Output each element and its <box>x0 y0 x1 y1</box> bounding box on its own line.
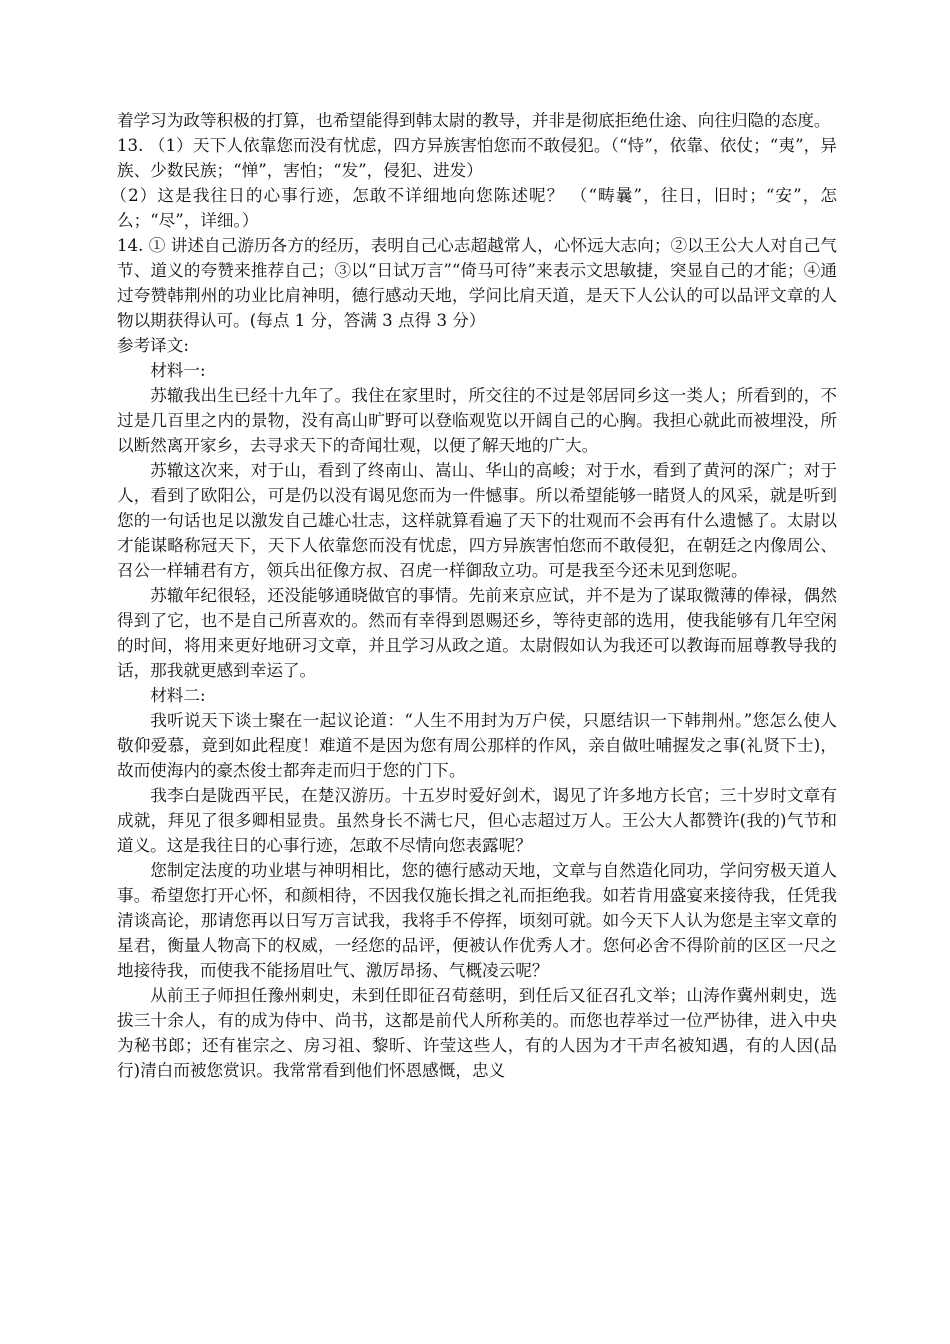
answer-13-part-2: （2）这是我往日的心事行迹，怎敢不详细地向您陈述呢？ （“畴曩”，往日，旧时；“安”，怎么；“尽”，详细。） <box>110 186 837 230</box>
material-2-title: 材料二: <box>150 686 206 705</box>
material-2-paragraph: 我听说天下谈士聚在一起议论道：“人生不用封为万户侯，只愿结识一下韩荆州。”您怎么使人敬仰爱慕，竟到如此程度！难道不是因为您有周公那样的作风，亲自做吐哺握发之事(礼贤下士)，故而使海内的豪杰俊士都奔走而归于您的门下。 <box>117 711 837 780</box>
material-1-paragraph: 苏辙这次来，对于山，看到了终南山、嵩山、华山的高峻；对于水，看到了黄河的深广；对于人，看到了欧阳公，可是仍以没有谒见您而为一件憾事。所以希望能够一睹贤人的风采，就是听到您的一句话也足以激发自己雄心壮志，这样就算看遍了天下的壮观而不会再有什么遗憾了。太尉以才能谋略称冠天下，天下人依靠您而没有忧虑，四方异族害怕您而不敢侵犯，在朝廷之内像周公、召公一样辅君有方，领兵出征像方叔、召虎一样御敌立功。可是我至今还未见到您呢。 <box>117 461 837 580</box>
answer-14-text: ① 讲述自己游历各方的经历，表明自己心志超越常人，心怀远大志向；②以王公大人对自己气节、道义的夸赞来推荐自己；③以“日试万言”“倚马可待”来表示文思敏捷，突显自己的才能；④通过夸赞韩荆州的功业比肩神明，德行感动天地，学问比肩天道，是天下人公认的可以品评文章的人物以期获得认可。(每点 1 分，答满 3 点得 3 分） <box>117 236 837 330</box>
material-2-paragraph: 我李白是陇西平民，在楚汉游历。十五岁时爱好剑术，谒见了许多地方长官；三十岁时文章有成就，拜见了很多卿相显贵。虽然身长不满七尺，但心志超过万人。王公大人都赞许(我的)气节和道义。这是我往日的心事行迹，怎敢不尽情向您表露呢？ <box>117 786 837 855</box>
material-2-paragraph: 您制定法度的功业堪与神明相比，您的德行感动天地，文章与自然造化同功，学问穷极天道人事。希望您打开心怀，和颜相待，不因我仅施长揖之礼而拒绝我。如若肯用盛宴来接待我，任凭我清谈高论，那请您再以日写万言试我，我将手不停挥，顷刻可就。如今天下人认为您是主宰文章的星君，衡量人物高下的权威，一经您的品评，便被认作优秀人才。您何必舍不得阶前的区区一尺之地接待我，而使我不能扬眉吐气、激厉昂扬、气概凌云呢？ <box>117 861 837 980</box>
document-page <box>110 108 837 1083</box>
material-1-paragraph: 苏辙年纪很轻，还没能够通晓做官的事情。先前来京应试，并不是为了谋取微薄的俸禄，偶然得到了它，也不是自己所喜欢的。然而有幸得到恩赐还乡，等待吏部的选用，使我能够有几年空闲的时间，将用来更好地研习文章，并且学习从政之道。太尉假如认为我还可以教诲而屈尊教导我的话，那我就更感到幸运了。 <box>117 586 837 680</box>
answer-14 <box>117 233 837 333</box>
material-1-paragraph: 苏辙我出生已经十九年了。我住在家里时，所交往的不过是邻居同乡这一类人；所看到的，不过是几百里之内的景物，没有高山旷野可以登临观览以开阔自己的心胸。我担心就此而被埋没，所以断然离开家乡，去寻求天下的奇闻壮观，以便了解天地的广大。 <box>117 386 837 455</box>
material-2-paragraph: 从前王子师担任豫州刺史，未到任即征召荀慈明，到任后又征召孔文举；山涛作冀州刺史，选拔三十余人，有的成为侍中、尚书，这都是前代人所称美的。而您也荐举过一位严协律，进入中央为秘书郎；还有崔宗之、房习祖、黎昕、许莹这些人，有的人因为才干声名被知遇，有的人因(品行)清白而被您赏识。我常常看到他们怀恩感慨，忠义 <box>117 986 837 1080</box>
answer-13-part-1 <box>117 133 837 183</box>
answer-13-part-1-text: （1）天下人依靠您而没有忧虑，四方异族害怕您而不敢侵犯。（“恃”，依靠、依仗；“夷”，异族、少数民族；“惮”，害怕；“发”，侵犯、进发） <box>117 136 837 180</box>
material-1-title: 材料一: <box>150 361 206 380</box>
answer-14-number: 14. <box>117 236 144 255</box>
translation-heading: 参考译文: <box>117 336 189 355</box>
answer-12-continuation: 着学习为政等积极的打算，也希望能得到韩太尉的教导，并非是彻底拒绝仕途、向往归隐的态度。 <box>117 111 831 130</box>
answer-13-number: 13. <box>117 136 144 155</box>
